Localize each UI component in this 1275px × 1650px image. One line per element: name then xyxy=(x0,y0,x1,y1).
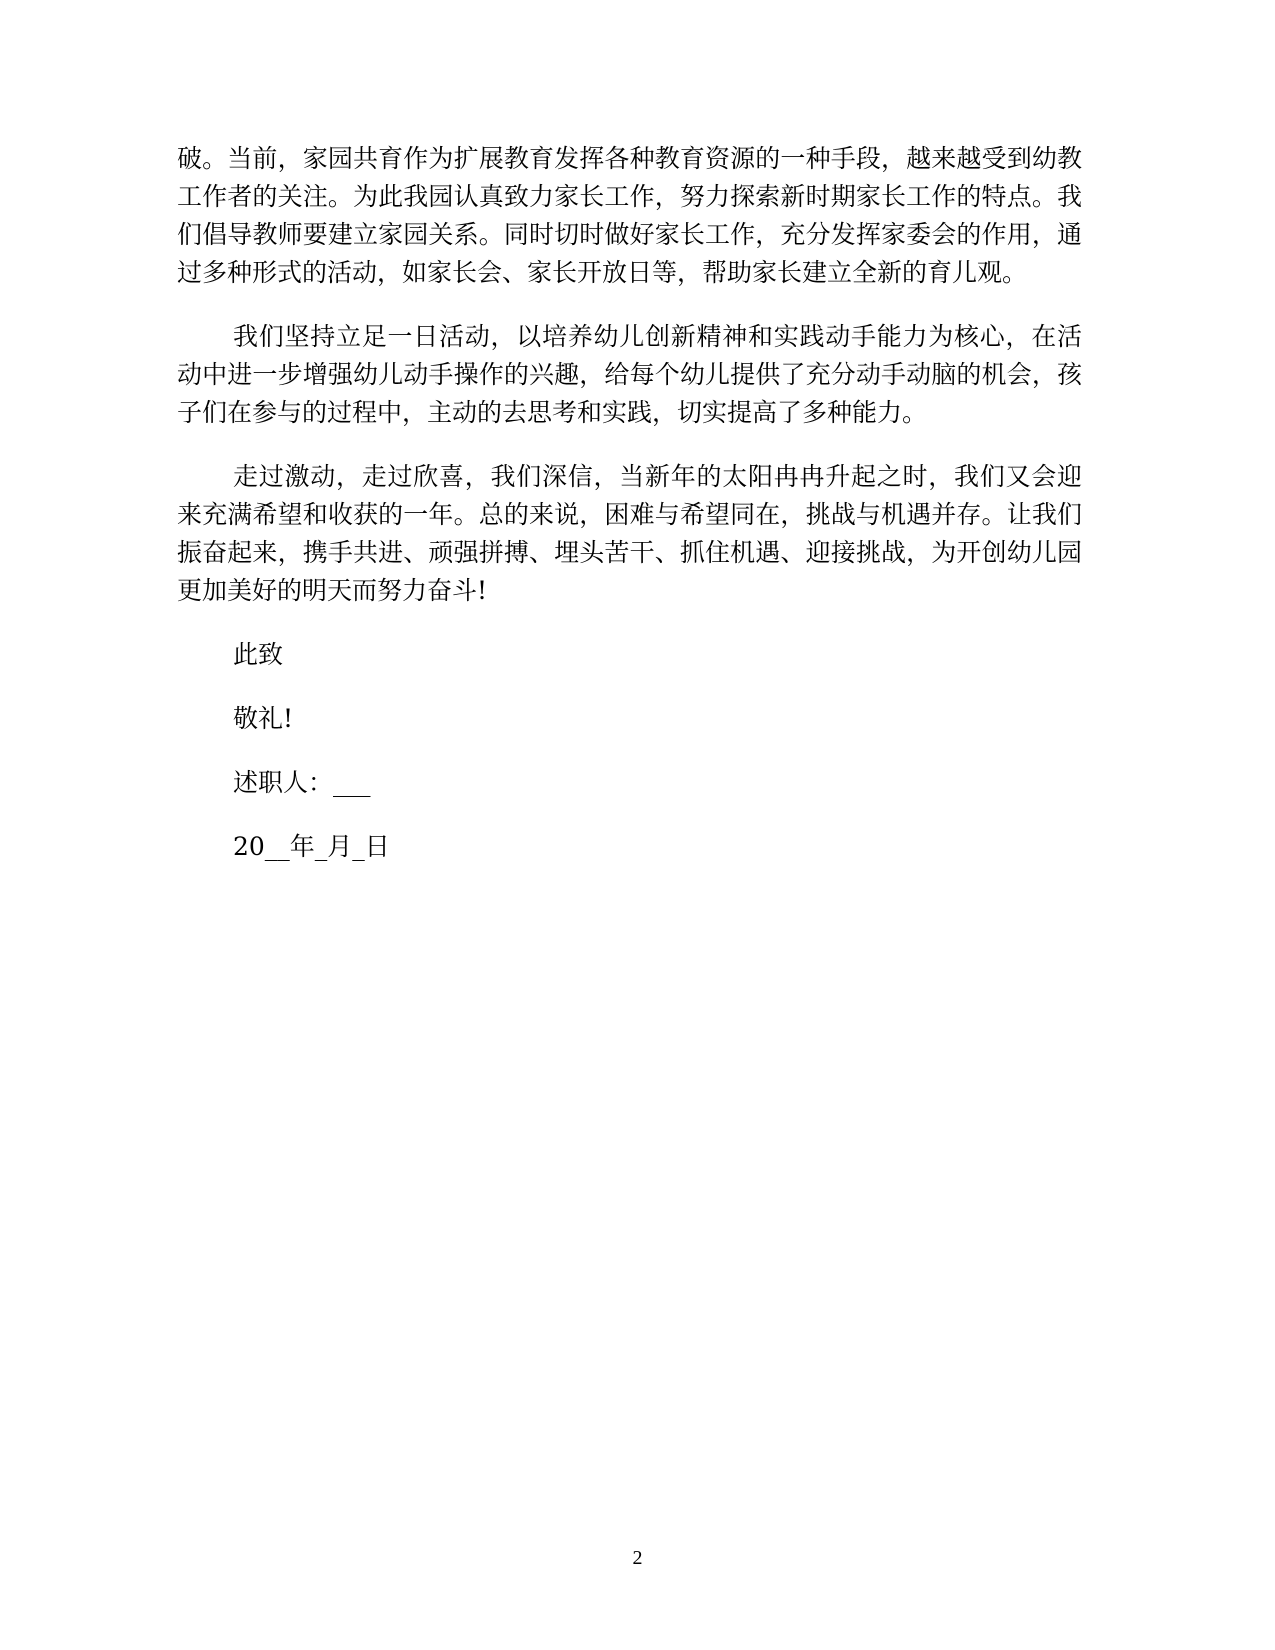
paragraph-activities: 我们坚持立足一日活动，以培养幼儿创新精神和实践动手能力为核心，在活动中进一步增强幼儿动手操作的兴趣，给每个幼儿提供了充分动手动脑的机会，孩子们在参与的过程中，主动的去思考和实践，切实提高了多种能力。 xyxy=(177,322,1082,427)
paragraph-continued: 破。当前，家园共育作为扩展教育发挥各种教育资源的一种手段，越来越受到幼教工作者的关注。为此我园认真致力家长工作，努力探索新时期家长工作的特点。我们倡导教师要建立家园关系。同时切时做好家长工作，充分发挥家委会的作用，通过多种形式的活动，如家长会、家长开放日等，帮助家长建立全新的育儿观。 xyxy=(177,144,1082,287)
date-line: 20__年_月_日 xyxy=(233,832,390,861)
signer-line: 述职人：___ xyxy=(233,768,371,797)
closing-regards: 敬礼! xyxy=(233,704,294,733)
document-body xyxy=(177,140,1082,866)
page-number: 2 xyxy=(632,1547,643,1569)
paragraph-outlook: 走过激动，走过欣喜，我们深信，当新年的太阳冉冉升起之时，我们又会迎来充满希望和收获的一年。总的来说，困难与希望同在，挑战与机遇并存。让我们振奋起来，携手共进、顽强拼搏、埋头苦干、抓住机遇、迎接挑战，为开创幼儿园更加美好的明天而努力奋斗! xyxy=(177,462,1082,605)
closing-salutation: 此致 xyxy=(233,640,284,669)
